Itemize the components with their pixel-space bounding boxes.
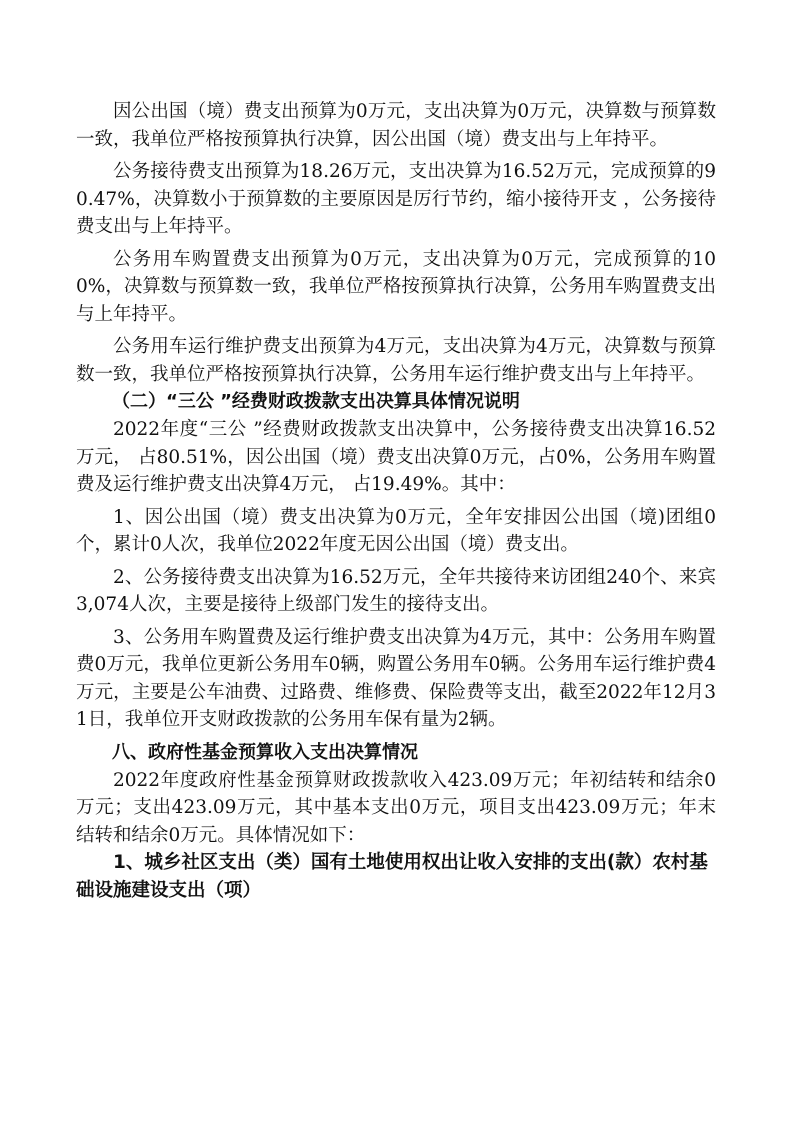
paragraph-reception: 公务接待费支出预算为18.26万元，支出决算为16.52万元，完成预算的90.47%，决算数小于预算数的主要原因是厉行节约，缩小接待开支 ，公务接待费支出与上年持平。 bbox=[76, 161, 716, 237]
subsection-heading-urban-rural: 1、城乡社区支出（类）国有土地使用权出让收入安排的支出(款）农村基础设施建设支出（项） bbox=[76, 852, 708, 901]
paragraph-three-public-summary: 2022年度“三公 ”经费财政拨款支出决算中，公务接待费支出决算16.52万元， 占80.51%，因公出国（境）费支出决算0万元，占0%，公务用车购置费及运行维护费支出决算4万元， 占19.49%。其中： bbox=[76, 419, 716, 495]
section-heading-government-fund: 八、政府性基金预算收入支出决算情况 bbox=[112, 741, 418, 763]
paragraph-vehicle-purchase: 公务用车购置费支出预算为0万元，支出决算为0万元，完成预算的100%，决算数与预算数一致，我单位严格按预算执行决算，公务用车购置费支出与上年持平。 bbox=[76, 248, 716, 325]
paragraph-overseas-travel: 因公出国（境）费支出预算为0万元，支出决算为0万元，决算数与预算数一致，我单位严格按预算执行决算，因公出国（境）费支出与上年持平。 bbox=[76, 101, 716, 150]
paragraph-item-3: 3、公务用车购置费及运行维护费支出决算为4万元，其中：公务用车购置费0万元，我单位更新公务用车0辆，购置公务用车0辆。公务用车运行维护费4万元，主要是公车油费、过路费、维修费、保险费等支出，截至2022年12月31日，我单位开支财政拨款的公务用车保有量为2辆。 bbox=[76, 626, 716, 730]
paragraph-item-2: 2、公务接待费支出决算为16.52万元，全年共接待来访团组240个、来宾3,074人次，主要是接待上级部门发生的接待支出。 bbox=[76, 566, 716, 615]
section-heading-three-public: （二）“三公 ”经费财政拨款支出决算具体情况说明 bbox=[112, 391, 520, 412]
paragraph-item-1: 1、因公出国（境）费支出决算为0万元，全年安排因公出国（境)团组0个，累计0人次，我单位2022年度无因公出国（境）费支出。 bbox=[76, 506, 716, 555]
paragraph-vehicle-maintenance: 公务用车运行维护费支出预算为4万元，支出决算为4万元，决算数与预算数一致，我单位严格按预算执行决算，公务用车运行维护费支出与上年持平。 bbox=[76, 336, 716, 385]
document-page bbox=[76, 98, 716, 904]
paragraph-government-fund-summary: 2022年度政府性基金预算财政拨款收入423.09万元；年初结转和结余0万元；支出423.09万元，其中基本支出0万元，项目支出423.09万元；年末结转和结余0万元。具体情况如下： bbox=[76, 769, 716, 846]
